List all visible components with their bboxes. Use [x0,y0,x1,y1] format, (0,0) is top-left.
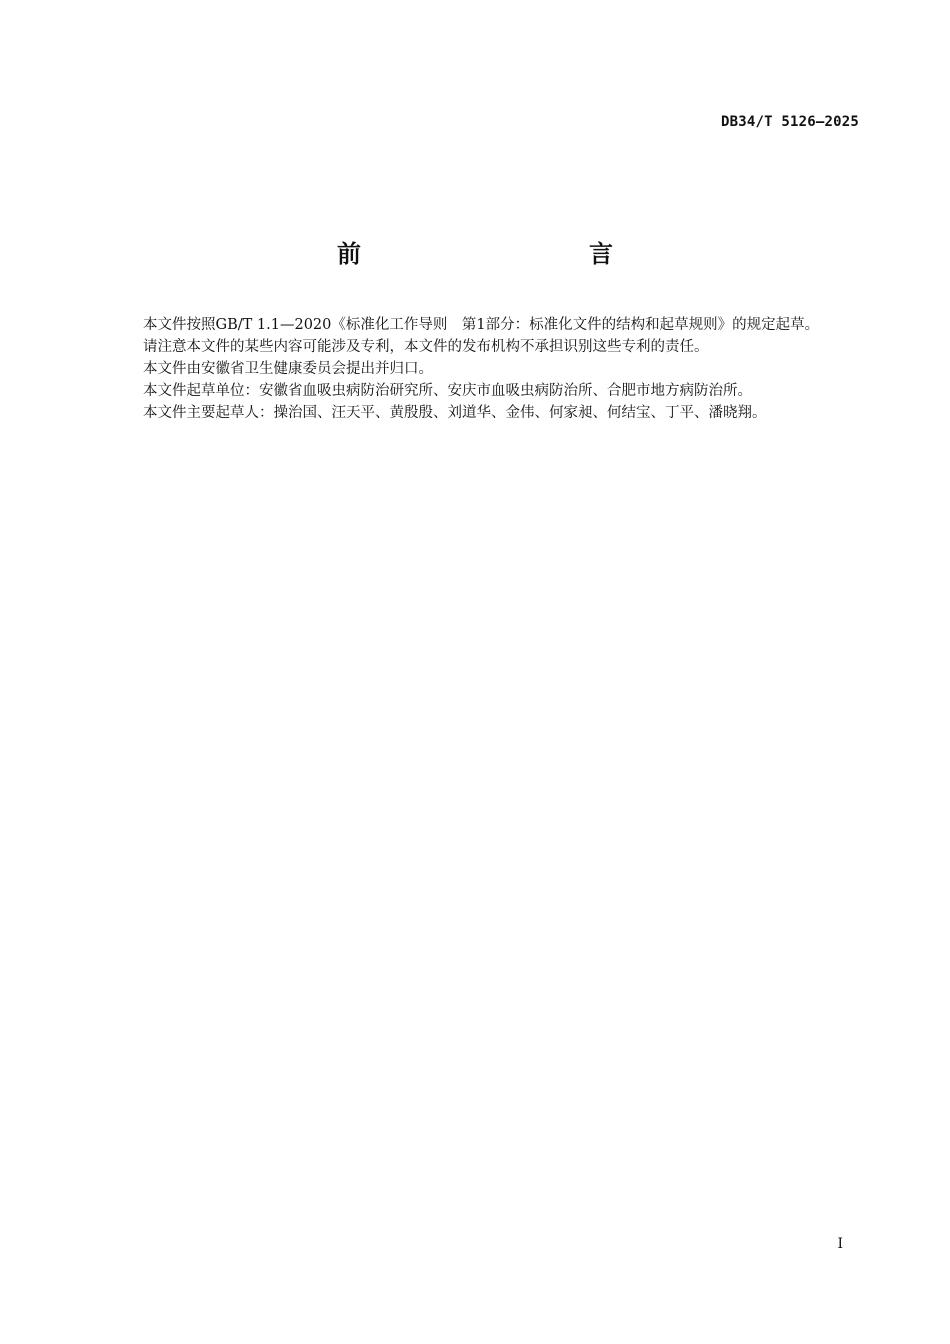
paragraph-drafting-rules: 本文件按照GB/T 1.1—2020《标准化工作导则 第1部分：标准化文件的结构和起草规则》的规定起草。 [143,317,820,333]
paragraph-patent-notice: 请注意本文件的某些内容可能涉及专利，本文件的发布机构不承担识别这些专利的责任。 [143,339,709,355]
paragraph-drafting-units: 本文件起草单位：安徽省血吸虫病防治研究所、安庆市血吸虫病防治所、合肥市地方病防治所。 [143,383,752,399]
page-number: I [837,1236,843,1252]
page-title: 前 言 [337,240,673,268]
foreword-body [114,314,860,424]
paragraph-drafters: 本文件主要起草人：操治国、汪天平、黄殷殷、刘道华、金伟、何家昶、何结宝、丁平、潘晓翔。 [143,405,767,421]
paragraph-proposer: 本文件由安徽省卫生健康委员会提出并归口。 [143,361,433,377]
document-code: DB34/T 5126—2025 [720,114,859,130]
